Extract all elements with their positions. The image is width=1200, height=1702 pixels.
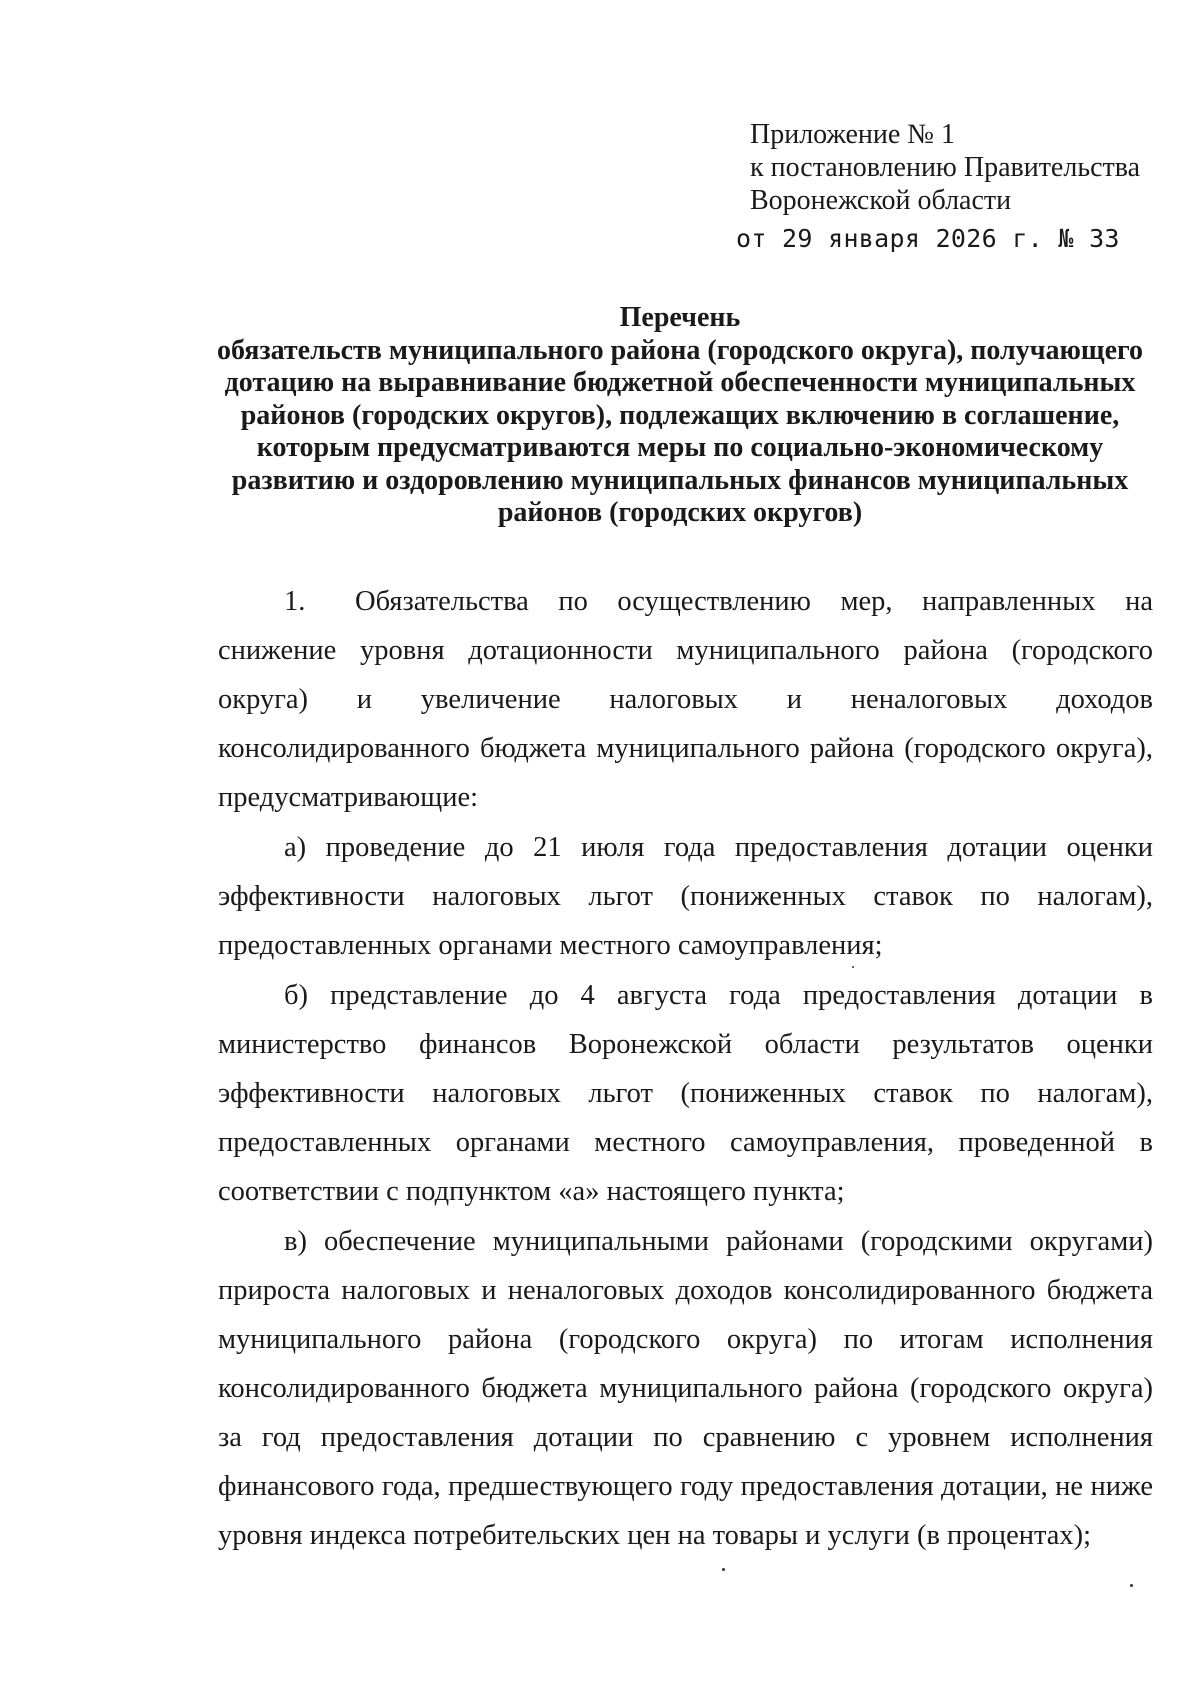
title-line: районов (городских округов), подлежащих включению в соглашение, — [240, 399, 1120, 431]
title-line: дотацию на выравнивание бюджетной обеспеченности муниципальных — [224, 367, 1136, 398]
appendix-number: Приложение № 1 — [750, 119, 955, 150]
appendix-date-number: от 29 января 2026 г. № 33 — [736, 224, 1120, 253]
title-line: обязательств муниципального района (городского округа), получающего — [216, 334, 1144, 366]
appendix-header — [736, 118, 1180, 255]
appendix-region: Воронежской области — [750, 185, 1012, 216]
document-body — [218, 577, 1153, 1560]
subitem-a-paragraph: а) проведение до 21 июля года предоставления дотации оценки эффективности налоговых льгот (пониженных ставок по налогам), предоставленных органами местного самоуправления; — [218, 832, 1153, 961]
title-heading: Перечень — [619, 302, 741, 333]
subitem-b-paragraph: б) представление до 4 августа года предоставления дотации в министерство финансов Воронежской области результатов оценки эффективности налоговых льгот (пониженных ставок по налогам), предоставленных органами местного самоуправления, проведенной в соответствии с подпунктом «а» настоящего пункта; — [218, 980, 1153, 1207]
appendix-resolution-ref: к постановлению Правительства — [750, 152, 1141, 183]
item-1-text: Обязательства по осуществлению мер, направленных на снижение уровня дотационности муниципального района (городского округа) и увеличение налоговых и неналоговых доходов консолидированного бюджета муниципального района (городского округа), предусматривающие: — [218, 586, 1153, 813]
subitem-v-paragraph: в) обеспечение муниципальными районами (городскими округами) прироста налоговых и неналоговых доходов консолидированного бюджета муниципального района (городского округа) по итогам исполнения консолидированного бюджета муниципального района (городского округа) за год предоставления дотации по сравнению с уровнем исполнения финансового года, предшествующего году предоставления дотации, не ниже уровня индекса потребительских цен на товары и услуги (в процентах); — [218, 1226, 1153, 1551]
item-1-number: 1. — [284, 586, 306, 617]
scan-speck — [1130, 1584, 1133, 1587]
scan-speck — [722, 1568, 725, 1571]
title-line: развитию и оздоровлению муниципальных финансов муниципальных — [231, 464, 1129, 496]
document-title — [200, 302, 1160, 530]
item-1-paragraph — [218, 577, 1153, 822]
title-line: районов (городских округов) — [497, 497, 863, 528]
title-line: которым предусматриваются меры по социально-экономическому — [256, 432, 1104, 463]
